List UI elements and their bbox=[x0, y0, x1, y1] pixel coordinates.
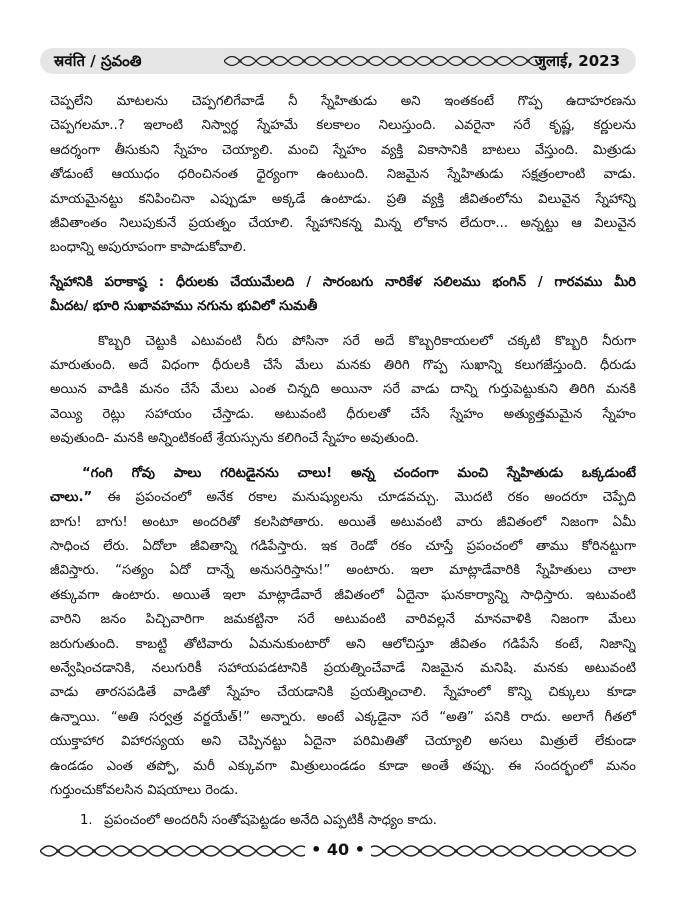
text-line: బంధాన్ని అపురూపంగా కాపాడుకోవాలి. bbox=[50, 240, 247, 256]
text-line: వారిని జనం పిచ్చివారిగా జమకట్టినా సరే అటువంటి వారివల్లనే మానవాళికి నిజంగా మేలు bbox=[50, 612, 636, 628]
page-footer bbox=[40, 838, 636, 864]
magazine-title: स्रवंति / స్రవంతి bbox=[54, 52, 142, 70]
text-line: మీదట/ భూరి సుఖావహము నగును భువిలో సుమతీ bbox=[50, 299, 318, 315]
text-line: మాయమైనట్టు కనిపించినా ఎప్పుడూ అక్కడే ఉంటాడు. ప్రతి వ్యక్తి జీవితంలోను విలువైన స్నేహాన్ని bbox=[50, 191, 636, 207]
text-line: వెయ్యి రెట్లు సహాయం చేస్తాడు. అటువంటి ధీరులతో చేసే స్నేహం అత్యుత్తమమైన స్నేహం bbox=[50, 406, 636, 422]
text-line: ఉండడం ఎంత తప్పో, మరీ ఎక్కువగా మిత్రులుండడం కూడా అంతే తప్పు. ఈ సందర్భంలో మనం bbox=[50, 758, 636, 774]
text-line: చెప్పగలమా..? ఇలాంటి నిస్వార్థ స్నేహమే కలకాలం నిలుస్తుంది. ఎవరైనా సరే కృష్ణ, కర్ణులను bbox=[50, 118, 636, 134]
paragraph-4 bbox=[50, 462, 636, 804]
text-line: కొబ్బరి చెట్టుకి ఎటువంటి నీరు పోసినా సరే అదే కొబ్బరికాయలలో చక్కటి కొబ్బరి నీరుగా bbox=[98, 333, 636, 349]
text-line: అయిన వాడికి మనం చేసే మేలు ఎంత చిన్నది అయినా సరే వాడు దాన్ని గుర్తుపెట్టుకుని తిరిగి మనకి bbox=[50, 382, 636, 398]
page-number bbox=[40, 840, 636, 859]
text-line: అవుతుంది- మనకి అన్నింటికంటే శ్రేయస్సును కలిగించే స్నేహం అవుతుంది. bbox=[50, 431, 419, 447]
list-item-number: 1. bbox=[80, 813, 93, 829]
text-line: ఆదర్శంగా తీసుకుని స్నేహం చెయ్యాలి. మంచి స్నేహం వ్యక్తి వికాసానికి బాటలు వేస్తుంది. మిత్రుడు bbox=[50, 142, 636, 158]
text-line: తోడుంటే ఆయుధం ధరించినంత ధైర్యంగా ఉంటుంది. నిజమైన స్నేహితుడు సక్షత్రంలాంటి వాడు. bbox=[50, 167, 636, 183]
text-line: బాగు! బాగు! అంటూ అందరితో కలసిపోతారు. అయితే అటువంటి వారు జీవితంలో నిజంగా ఏమీ bbox=[50, 514, 636, 530]
page-header bbox=[40, 48, 636, 74]
text-line: చెప్పలేని మాటలను చెప్పగలిగేవాడే నీ స్నేహితుడు అని ఇంతకంటే గొప్ప ఉదాహరణను bbox=[50, 94, 636, 109]
quote-line: “గంగి గోవు పాలు గరిటడైనను చాలు! అన్న చందంగా మంచి స్నేహితుడు ఒక్కడుంటే bbox=[82, 465, 636, 481]
article-body bbox=[50, 90, 636, 834]
text-line: జీవిస్తారు. “సత్యం ఏదో దాన్నే అనుసరిస్తాను!” అంటారు. ఇలా మాట్లాడేవారికి స్నేహితులు చాలా bbox=[50, 563, 636, 579]
list-item bbox=[50, 809, 636, 833]
text-line: యుక్తాహార విహారస్యయ అని చెప్పినట్టు ఏదైనా పరిమితితో చెయ్యాలి అసలు మిత్రులే లేకుండా bbox=[50, 734, 636, 750]
text-line: సాధించ లేరు. ఏదోలా జీవితాన్ని గడిపేస్తారు. ఇక రెండో రకం చూస్తే ప్రపంచంలో తాము కోరినట్టుగా bbox=[50, 538, 636, 554]
text-line bbox=[50, 486, 636, 510]
header-ornament-icon bbox=[224, 52, 542, 70]
list-item-text: ప్రపంచంలో అందరినీ సంతోషపెట్టడం అనేది ఎప్పటికీ సాధ్యం కాదు. bbox=[104, 813, 437, 829]
text-line: స్నేహానికి పరాకాష్ఠ : ధీరులకు చేయుమేలది / సారంబగు నారికేళ సలిలము భంగిన్ / గారవము మీరి bbox=[50, 274, 636, 290]
text-line: జీవితాంతం నిలుపుకునే ప్రయత్నం చేయాలి. స్నేహానికన్న మిన్న లోకాన లేదురా... అన్నట్టు ఆ విలువైన bbox=[50, 216, 636, 232]
text-line: ఉన్నాయి. “అతి సర్వత్ర వర్జయేత్!” అన్నారు. అంటే ఎక్కడైనా సరే “అతి” పనికి రాదు. అలాగే గీతలో bbox=[50, 709, 636, 725]
paragraph-1 bbox=[50, 90, 636, 261]
text-line: జరుగుతుంది. కాబట్టి తోటివారు ఏమనుకుంటారో అని ఆలోచిస్తూ జీవితం గడిపేసే కంటే, నిజాన్ని bbox=[50, 636, 636, 652]
paragraph-3 bbox=[50, 330, 636, 452]
issue-date: जुलाई, 2023 bbox=[534, 52, 620, 70]
text-line: తక్కువగా ఉంటారు. అయితే ఇలా మాట్లాడేవారే జీవితంలో ఏదైనా ఘనకార్యాన్ని సాధిస్తారు. ఇటువంటి bbox=[50, 587, 636, 603]
page-number-text: • 40 • bbox=[305, 840, 371, 859]
text-line: వాడు తారసపడితే వాడితో స్నేహం చేయడానికి ప్రయత్నించాలి. స్నేహంలో కొన్ని చిక్కులు కూడా bbox=[50, 685, 636, 701]
text-segment: ఈ ప్రపంచంలో అనేక రకాల మనుష్యులను చూడవచ్చు. మొదటి రకం అందరూ చెప్పేది bbox=[92, 490, 636, 506]
section-heading-poem bbox=[50, 271, 636, 320]
text-line: అన్వేషించడానికి, నలుగురికీ సహాయపడటానికి ప్రయత్నించేవాడే నిజమైన మనిషి. మనకు అటువంటి bbox=[50, 660, 636, 676]
text-line: మారుతుంది. అదే విధంగా ధీరులకి చేసే మేలు మనకు తిరిగి గొప్ప సుఖాన్ని కలుగజేస్తుంది. ధీరుడు bbox=[50, 358, 636, 374]
quote-end: చాలు.” bbox=[50, 490, 93, 506]
text-line: గుర్తుంచుకోవలసిన విషయాలు రెండు. bbox=[50, 782, 239, 798]
